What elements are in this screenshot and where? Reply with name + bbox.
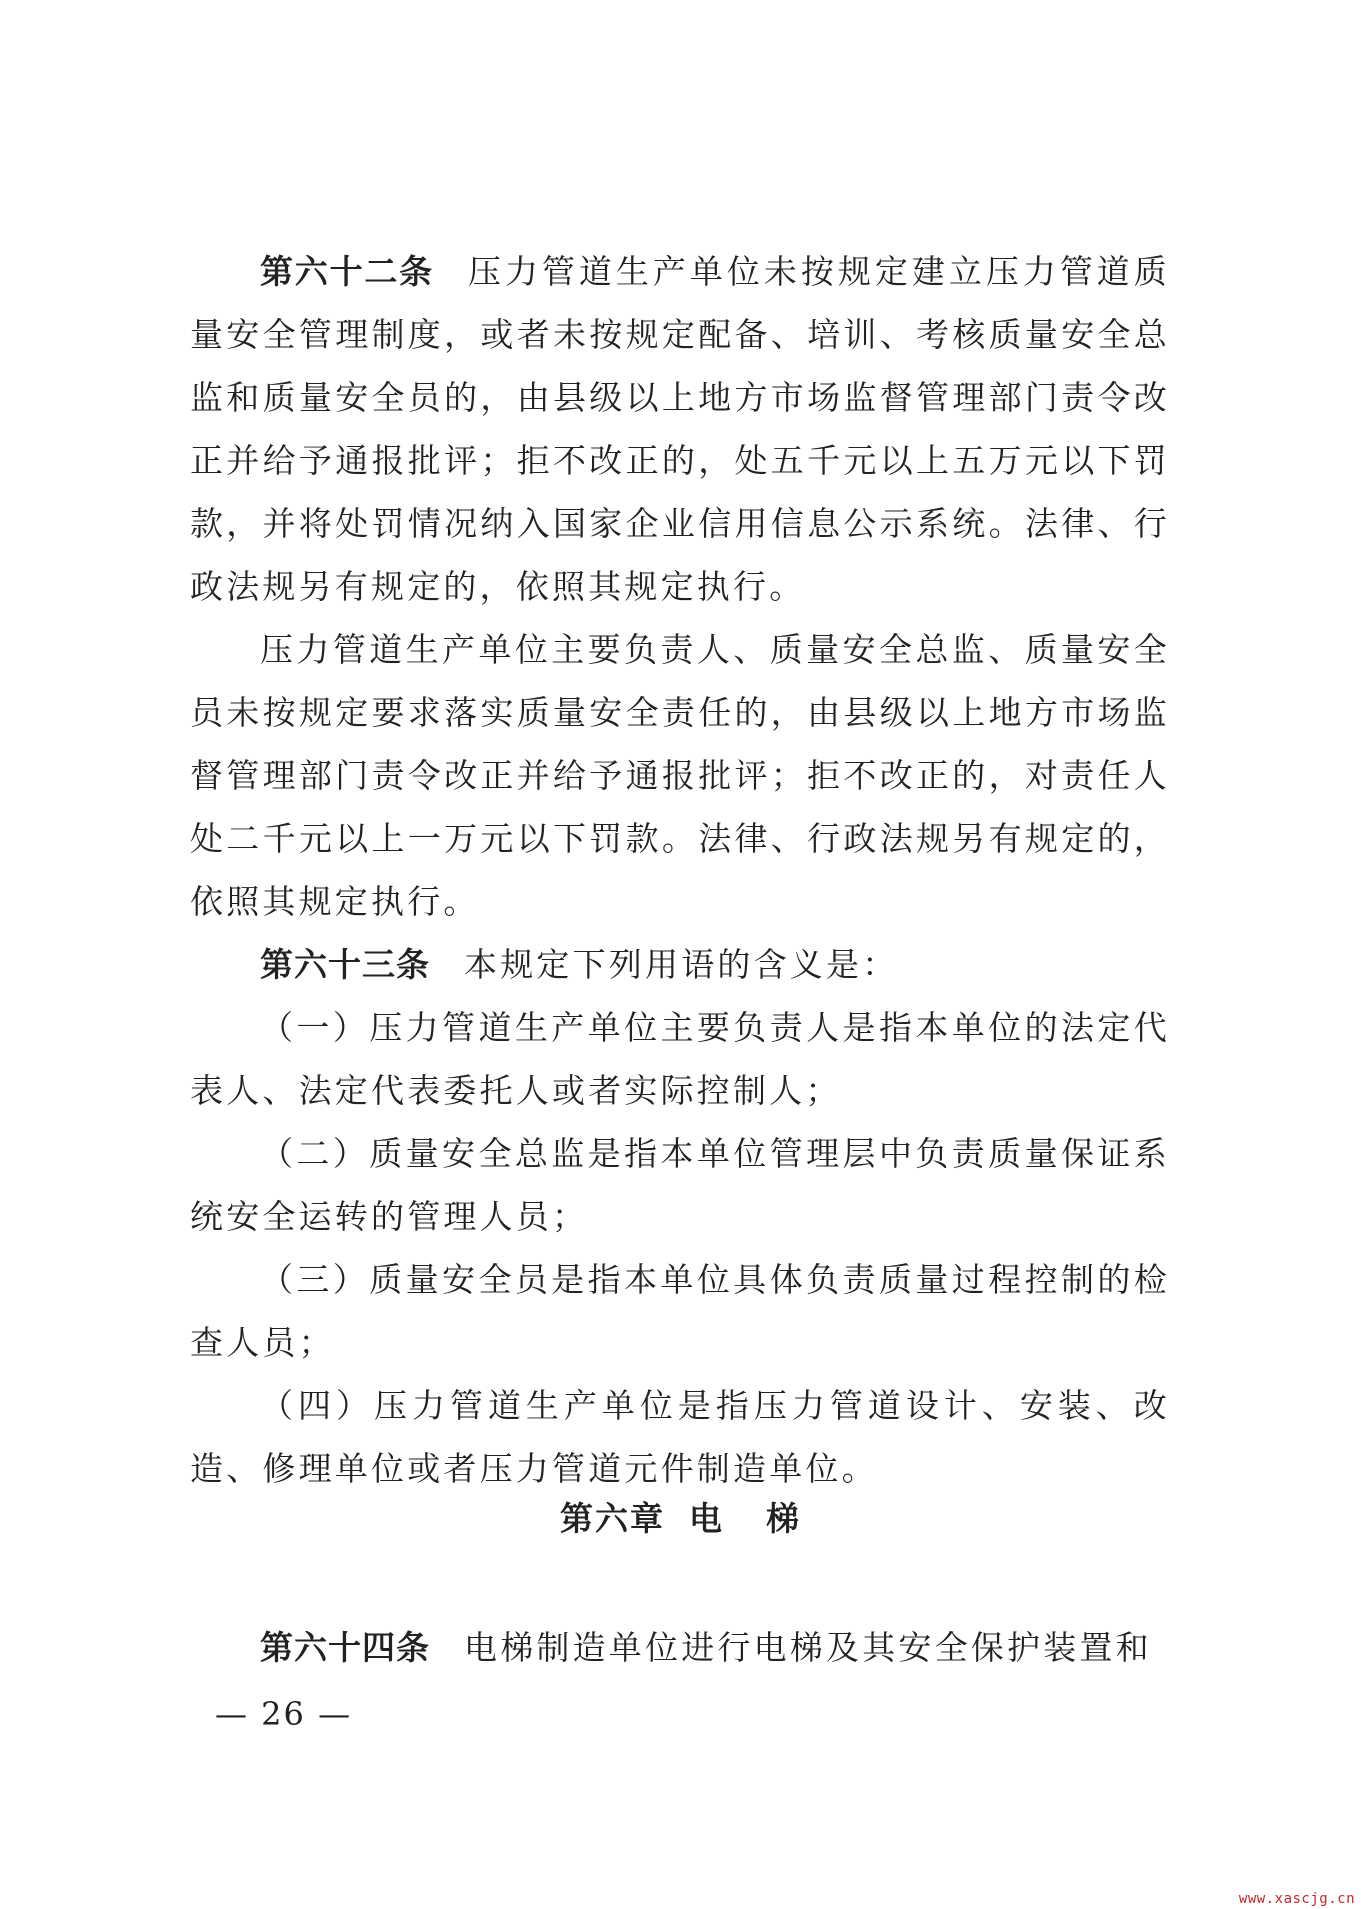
article-62-paragraph-2: 压力管道生产单位主要负责人、质量安全总监、质量安全员未按规定要求落实质量安全责任的，由县级以上地方市场监督管理部门责令改正并给予通报批评；拒不改正的，对责任人处二千元以上一万元以下罚款。法律、行政法规另有规定的，依照其规定执行。 [190,630,1170,921]
chapter-6-name-char-1: 电 [689,1499,724,1538]
chapter-6-heading [0,1494,1361,1544]
page-number: — 26 — [215,1695,353,1733]
article-63-item-4: （四）压力管道生产单位是指压力管道设计、安装、改造、修理单位或者压力管道元件制造单位。 [190,1386,1170,1488]
article-62-title: 第六十二条 [260,252,434,291]
watermark-url: www.xascjg.cn [1238,1891,1355,1907]
article-62-text-1: 压力管道生产单位未按规定建立压力管道质量安全管理制度，或者未按规定配备、培训、考核质量安全总监和质量安全员的，由县级以上地方市场监督管理部门责令改正并给予通报批评；拒不改正的，处五千元以上五万元以下罚款，并将处罚情况纳入国家企业信用信息公示系统。法律、行政法规另有规定的，依照其规定执行。 [190,252,1171,606]
article-63-intro: 本规定下列用语的含义是： [464,945,899,984]
article-64-text: 电梯制造单位进行电梯及其安全保护装置和 [464,1628,1152,1667]
article-63-item-2: （二）质量安全总监是指本单位管理层中负责质量保证系统安全运转的管理人员； [190,1134,1170,1236]
article-62-paragraph-1 [190,240,1170,618]
article-63-item-1: （一）压力管道生产单位主要负责人是指本单位的法定代表人、法定代表委托人或者实际控制人； [190,1008,1170,1110]
article-64-paragraph [190,1616,1170,1679]
chapter-6-name-char-2: 梯 [766,1499,801,1538]
chapter-6-number: 第六章 [560,1499,665,1538]
article-63-title: 第六十三条 [260,945,430,984]
article-64-block [190,1616,1170,1679]
article-63-item-3: （三）质量安全员是指本单位具体负责质量过程控制的检查人员； [190,1260,1170,1362]
article-64-title: 第六十四条 [260,1628,430,1667]
document-body [190,240,1170,1500]
article-63-paragraph [190,933,1170,996]
